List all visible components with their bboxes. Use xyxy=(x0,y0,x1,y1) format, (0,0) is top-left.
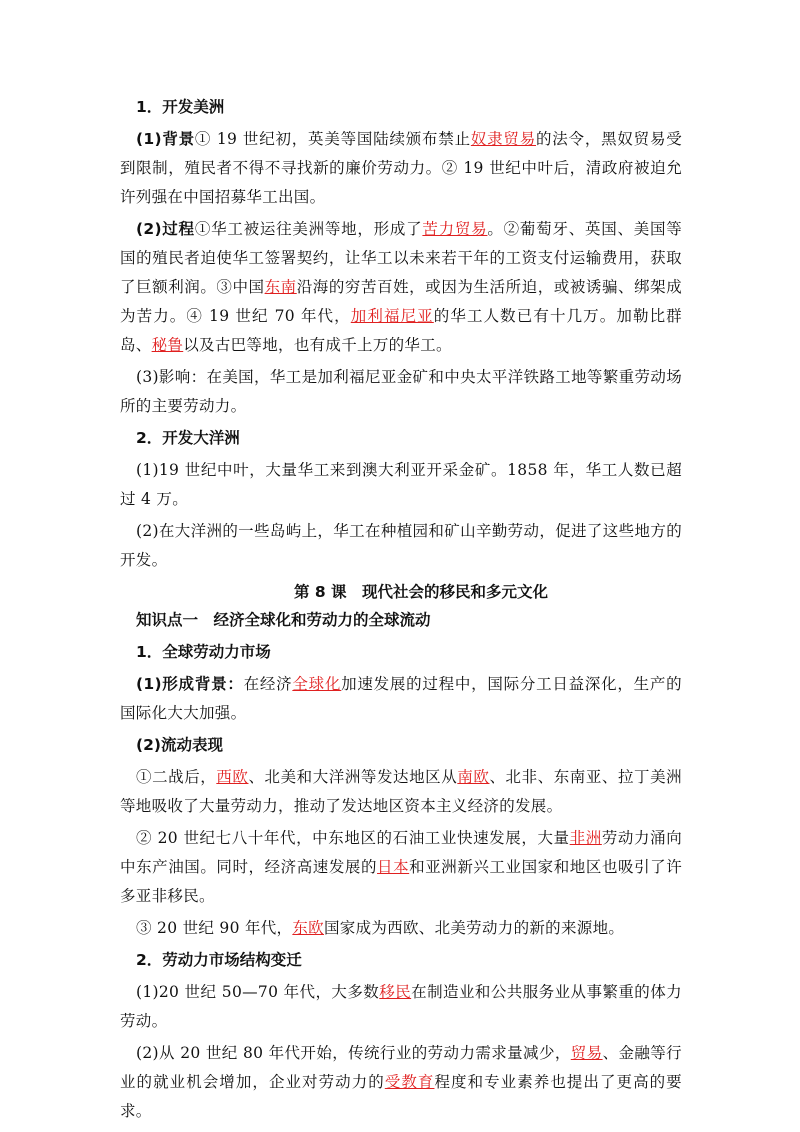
text: 在制造业和公共服务业从事繁重的体力劳动。 xyxy=(120,983,682,1030)
section-heading-structure-change: 2．劳动力市场结构变迁 xyxy=(136,951,302,969)
highlight-southern-europe: 南欧 xyxy=(457,768,490,786)
text: 、金融等行业的就业机会增加，企业对劳动力的 xyxy=(120,1044,682,1091)
paragraph-structure-1 xyxy=(120,978,682,1036)
highlight-eastern-europe: 东欧 xyxy=(292,919,324,937)
text: 沿海的穷苦百姓，或因为生活所迫，或被诱骗、绑架成为苦力。④ 19 世纪 70 年代， xyxy=(120,278,683,325)
paragraph-flow-2 xyxy=(120,824,682,911)
highlight-immigrants: 移民 xyxy=(379,983,412,1001)
flow-label: (2)流动表现 xyxy=(136,736,223,754)
background-label: (1)背景 xyxy=(136,130,195,148)
text: 的法令，黑奴贸易受到限制，殖民者不得不寻找新的廉价劳动力。② 19 世纪中叶后，清政府被迫允许列强在中国招募华工出国。 xyxy=(120,130,683,206)
text: ①二战后， xyxy=(136,768,217,786)
text: 、北美和大洋洲等发达地区从 xyxy=(248,768,458,786)
text: 。②葡萄牙、英国、美国等国的殖民者迫使华工签署契约，让华工以未来若干年的工资支付运输费用，获取了巨额利润。③中国 xyxy=(120,220,683,296)
text: 加速发展的过程中，国际分工日益深化，生产的国际化大大加强。 xyxy=(120,675,682,722)
highlight-trade: 贸易 xyxy=(570,1044,603,1062)
highlight-globalization: 全球化 xyxy=(292,675,342,693)
paragraph-flow-1 xyxy=(120,763,682,821)
highlight-education: 受教育 xyxy=(384,1073,435,1091)
text: (2)从 20 世纪 80 年代开始，传统行业的劳动力需求量减少， xyxy=(136,1044,571,1062)
highlight-southeast: 东南 xyxy=(264,278,297,296)
process-label: (2)过程 xyxy=(136,220,195,238)
paragraph-structure-2 xyxy=(120,1039,682,1126)
text: ① 19 世纪初，英美等国陆续颁布禁止 xyxy=(194,130,471,148)
paragraph-oceania-1: (1)19 世纪中叶，大量华工来到澳大利亚开采金矿。1858 年，华工人数已超过 4 万。 xyxy=(120,461,682,508)
text: ①华工被运往美洲等地，形成了 xyxy=(194,220,423,238)
highlight-africa: 非洲 xyxy=(569,829,602,847)
document-page xyxy=(120,93,682,1129)
section-heading-oceania: 2．开发大洋洲 xyxy=(136,429,240,447)
text: 国家成为西欧、北美劳动力的新的来源地。 xyxy=(323,919,625,937)
text: ② 20 世纪七八十年代，中东地区的石油工业快速发展，大量 xyxy=(136,829,570,847)
highlight-california: 加利福尼亚 xyxy=(350,307,434,325)
text: (1)20 世纪 50—70 年代，大多数 xyxy=(136,983,380,1001)
paragraph-formation-background xyxy=(120,670,682,728)
section-heading-americas: 1．开发美洲 xyxy=(136,98,225,116)
text: 程度和专业素养也提出了更高的要求。 xyxy=(120,1073,682,1120)
section-heading-labor-market: 1．全球劳动力市场 xyxy=(136,643,271,661)
paragraph-effect: (3)影响：在美国，华工是加利福尼亚金矿和中央太平洋铁路工地等繁重劳动场所的主要劳动力。 xyxy=(120,368,682,415)
text: ③ 20 世纪 90 年代， xyxy=(136,919,293,937)
text: 劳动力涌向中东产油国。同时，经济高速发展的 xyxy=(120,829,682,876)
paragraph-oceania-2: (2)在大洋洲的一些岛屿上，华工在种植园和矿山辛勤劳动，促进了这些地方的开发。 xyxy=(120,522,682,569)
paragraph-background xyxy=(120,125,682,212)
highlight-western-europe: 西欧 xyxy=(216,768,249,786)
text: 在经济 xyxy=(243,675,293,693)
knowledge-point-title: 知识点一 经济全球化和劳动力的全球流动 xyxy=(136,611,431,629)
formation-label: (1)形成背景： xyxy=(136,675,244,693)
highlight-peru: 秘鲁 xyxy=(151,336,184,354)
highlight-coolie-trade: 苦力贸易 xyxy=(422,220,488,238)
paragraph-process xyxy=(120,215,682,360)
text: 、北非、东南亚、拉丁美洲等地吸收了大量劳动力，推动了发达地区资本主义经济的发展。 xyxy=(120,768,682,815)
highlight-japan: 日本 xyxy=(377,858,410,876)
paragraph-flow-3 xyxy=(120,914,682,943)
text: 的华工人数已有十几万。加勒比群岛、 xyxy=(120,307,682,354)
lesson-title: 第 8 课 现代社会的移民和多元文化 xyxy=(293,583,549,601)
highlight-slave-trade: 奴隶贸易 xyxy=(470,130,536,148)
text: 以及古巴等地，也有成千上万的华工。 xyxy=(183,336,452,354)
text: 和亚洲新兴工业国家和地区也吸引了许多亚非移民。 xyxy=(120,858,682,905)
